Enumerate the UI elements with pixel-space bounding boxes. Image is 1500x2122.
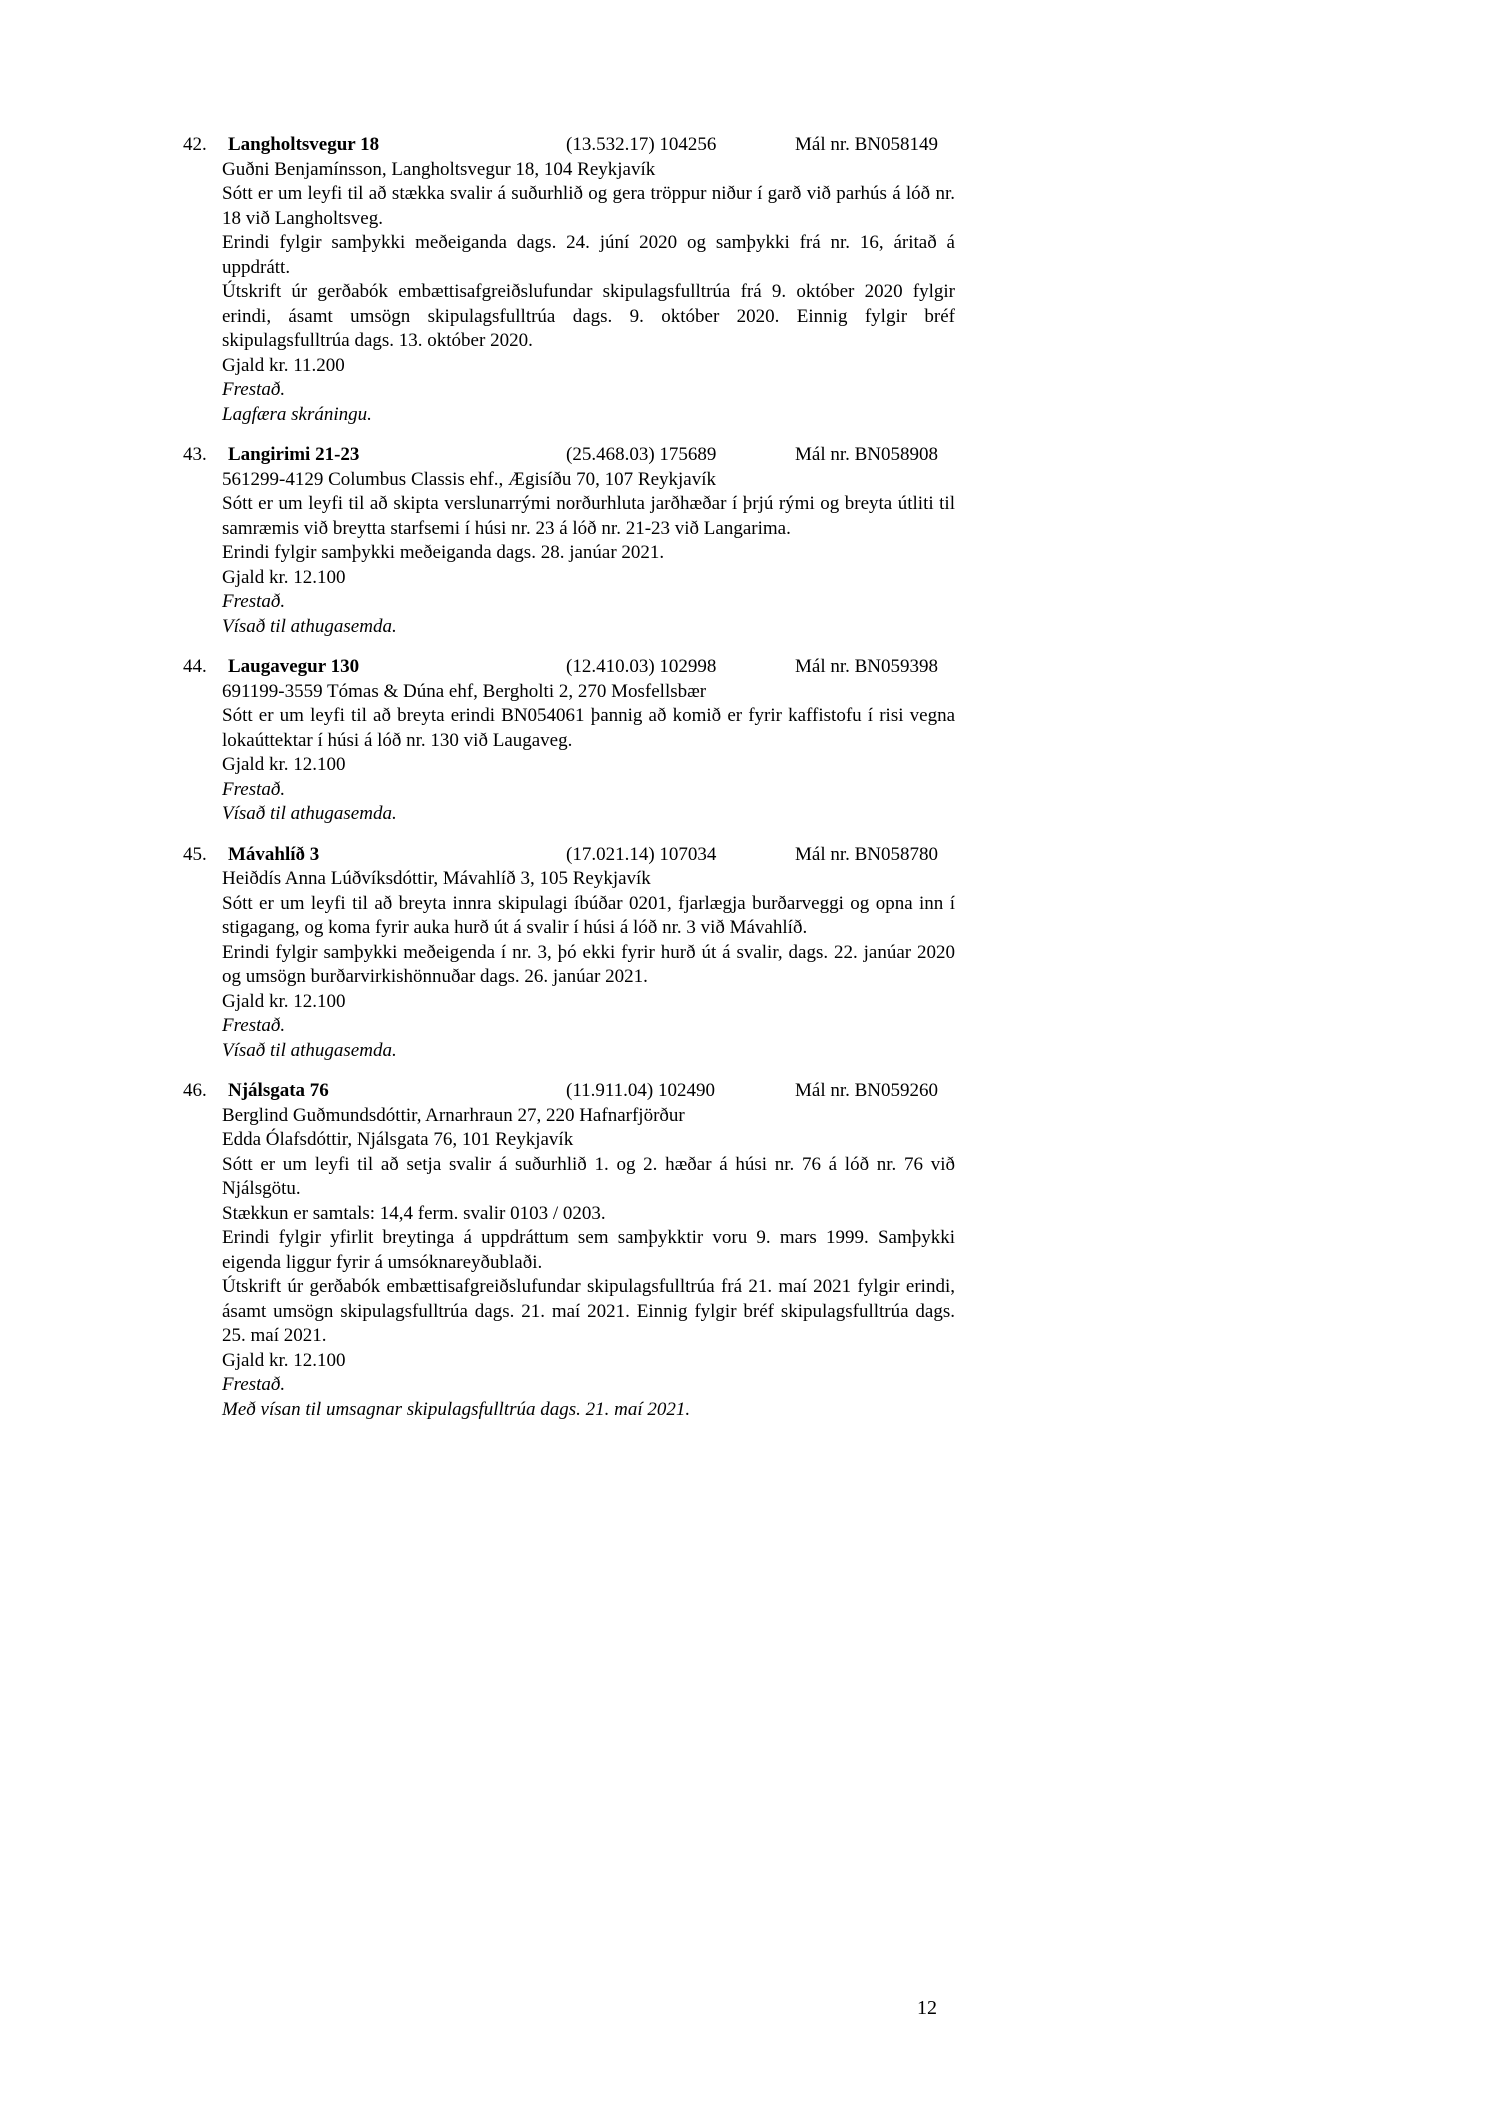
item-title: Langirimi 21-23 xyxy=(228,444,360,465)
item-body xyxy=(222,867,955,1063)
item-line: Gjald kr. 11.200 xyxy=(222,354,345,376)
item-case-number: Mál nr. BN058780 xyxy=(795,843,939,865)
item-reference-number: (17.021.14) 107034 xyxy=(566,843,717,865)
item-line: Frestað. xyxy=(222,1015,286,1036)
item-line: Frestað. xyxy=(222,379,286,400)
item-line: Sótt er um leyfi til að breyta innra skipulagi íbúðar 0201, fjarlægja burðarveggi og opna inn í stigagang, og koma fyrir auka hurð út á svalir í húsi á lóð nr. 3 við Mávahlíð. xyxy=(222,892,955,938)
item-reference-number: (11.911.04) 102490 xyxy=(566,1080,715,1101)
item-line: Frestað. xyxy=(222,591,286,612)
item-line: Með vísan til umsagnar skipulagsfulltrúa dags. 21. maí 2021. xyxy=(222,1398,691,1420)
list-item xyxy=(183,443,955,639)
item-line: Útskrift úr gerðabók embættisafgreiðslufundar skipulagsfulltrúa frá 21. maí 2021 fylgir erindi, ásamt umsögn skipulagsfulltrúa dags. 21. maí 2021. Einnig fylgir bréf skipulagsfulltrúa dags. 25. maí 2021. xyxy=(222,1276,955,1346)
list-item xyxy=(183,1079,955,1422)
item-header xyxy=(183,655,955,680)
item-line: Guðni Benjamínsson, Langholtsvegur 18, 104 Reykjavík xyxy=(222,158,656,180)
list-item xyxy=(183,655,955,827)
item-header xyxy=(183,443,955,468)
item-number: 45. xyxy=(183,843,207,865)
item-header xyxy=(183,133,955,158)
items-container xyxy=(183,133,955,1438)
item-reference-number: (25.468.03) 175689 xyxy=(566,444,717,465)
item-line: Vísað til athugasemda. xyxy=(222,615,397,637)
item-line: Sótt er um leyfi til að breyta erindi BN054061 þannig að komið er fyrir kaffistofu í risi vegna lokaúttektar í húsi á lóð nr. 130 við Laugaveg. xyxy=(222,705,955,751)
item-title: Langholtsvegur 18 xyxy=(228,134,380,155)
item-number: 46. xyxy=(183,1080,207,1101)
item-body xyxy=(222,468,955,640)
item-line: Vísað til athugasemda. xyxy=(222,1039,397,1061)
item-line: Heiðdís Anna Lúðvíksdóttir, Mávahlíð 3, 105 Reykjavík xyxy=(222,868,651,889)
page-number: 12 xyxy=(917,1997,937,2019)
item-line: Erindi fylgir samþykki meðeigenda í nr. 3, þó ekki fyrir hurð út á svalir, dags. 22. janúar 2020 og umsögn burðarvirkishönnuðar dags. 26. janúar 2021. xyxy=(222,941,955,987)
item-line: Erindi fylgir samþykki meðeiganda dags. 28. janúar 2021. xyxy=(222,542,665,563)
item-line: Sótt er um leyfi til að setja svalir á suðurhlið 1. og 2. hæðar á húsi nr. 76 á lóð nr. 76 við Njálsgötu. xyxy=(222,1153,955,1199)
item-line: Frestað. xyxy=(222,778,286,800)
item-line: 561299-4129 Columbus Classis ehf., Ægisíðu 70, 107 Reykjavík xyxy=(222,468,716,490)
item-line: Edda Ólafsdóttir, Njálsgata 76, 101 Reykjavík xyxy=(222,1129,574,1150)
item-header xyxy=(183,1079,955,1104)
item-title: Mávahlíð 3 xyxy=(228,843,320,865)
item-case-number: Mál nr. BN059260 xyxy=(795,1080,939,1101)
item-line: Sótt er um leyfi til að stækka svalir á suðurhlið og gera tröppur niður í garð við parhús á lóð nr. 18 við Langholtsveg. xyxy=(222,183,955,229)
item-line: Stækkun er samtals: 14,4 ferm. svalir 0103 / 0203. xyxy=(222,1202,606,1224)
item-line: 691199-3559 Tómas & Dúna ehf, Bergholti 2, 270 Mosfellsbær xyxy=(222,680,707,702)
item-case-number: Mál nr. BN058149 xyxy=(795,134,939,155)
item-line: Gjald kr. 12.100 xyxy=(222,566,346,588)
item-reference-number: (12.410.03) 102998 xyxy=(566,656,717,677)
item-header xyxy=(183,843,955,868)
item-line: Sótt er um leyfi til að skipta verslunarrými norðurhluta jarðhæðar í þrjú rými og breyta útliti til samræmis við breytta starfsemi í húsi nr. 23 á lóð nr. 21-23 við Langarima. xyxy=(222,493,955,539)
list-item xyxy=(183,133,955,427)
item-title: Njálsgata 76 xyxy=(228,1080,329,1101)
item-case-number: Mál nr. BN059398 xyxy=(795,656,939,677)
item-line: Gjald kr. 12.100 xyxy=(222,754,346,775)
item-number: 42. xyxy=(183,134,207,155)
item-number: 43. xyxy=(183,444,207,465)
item-case-number: Mál nr. BN058908 xyxy=(795,444,939,465)
item-line: Vísað til athugasemda. xyxy=(222,803,397,824)
item-line: Frestað. xyxy=(222,1374,286,1395)
item-line: Útskrift úr gerðabók embættisafgreiðslufundar skipulagsfulltrúa frá 9. október 2020 fylgir erindi, ásamt umsögn skipulagsfulltrúa dags. 9. október 2020. Einnig fylgir bréf skipulagsfulltrúa dags. 13. október 2020. xyxy=(222,281,955,351)
item-line: Lagfæra skráningu. xyxy=(222,403,372,425)
item-title: Laugavegur 130 xyxy=(228,656,360,677)
item-line: Gjald kr. 12.100 xyxy=(222,990,346,1012)
list-item xyxy=(183,843,955,1064)
item-reference-number: (13.532.17) 104256 xyxy=(566,134,717,155)
item-line: Berglind Guðmundsdóttir, Arnarhraun 27, 220 Hafnarfjörður xyxy=(222,1104,685,1126)
item-body xyxy=(222,158,955,428)
item-body xyxy=(222,680,955,827)
item-line: Gjald kr. 12.100 xyxy=(222,1349,346,1371)
item-line: Erindi fylgir yfirlit breytinga á uppdráttum sem samþykktir voru 9. mars 1999. Samþykki eigenda liggur fyrir á umsóknareyðublaði. xyxy=(222,1227,955,1273)
item-line: Erindi fylgir samþykki meðeiganda dags. 24. júní 2020 og samþykki frá nr. 16, áritað á uppdrátt. xyxy=(222,232,955,278)
item-body xyxy=(222,1104,955,1423)
item-number: 44. xyxy=(183,656,207,677)
